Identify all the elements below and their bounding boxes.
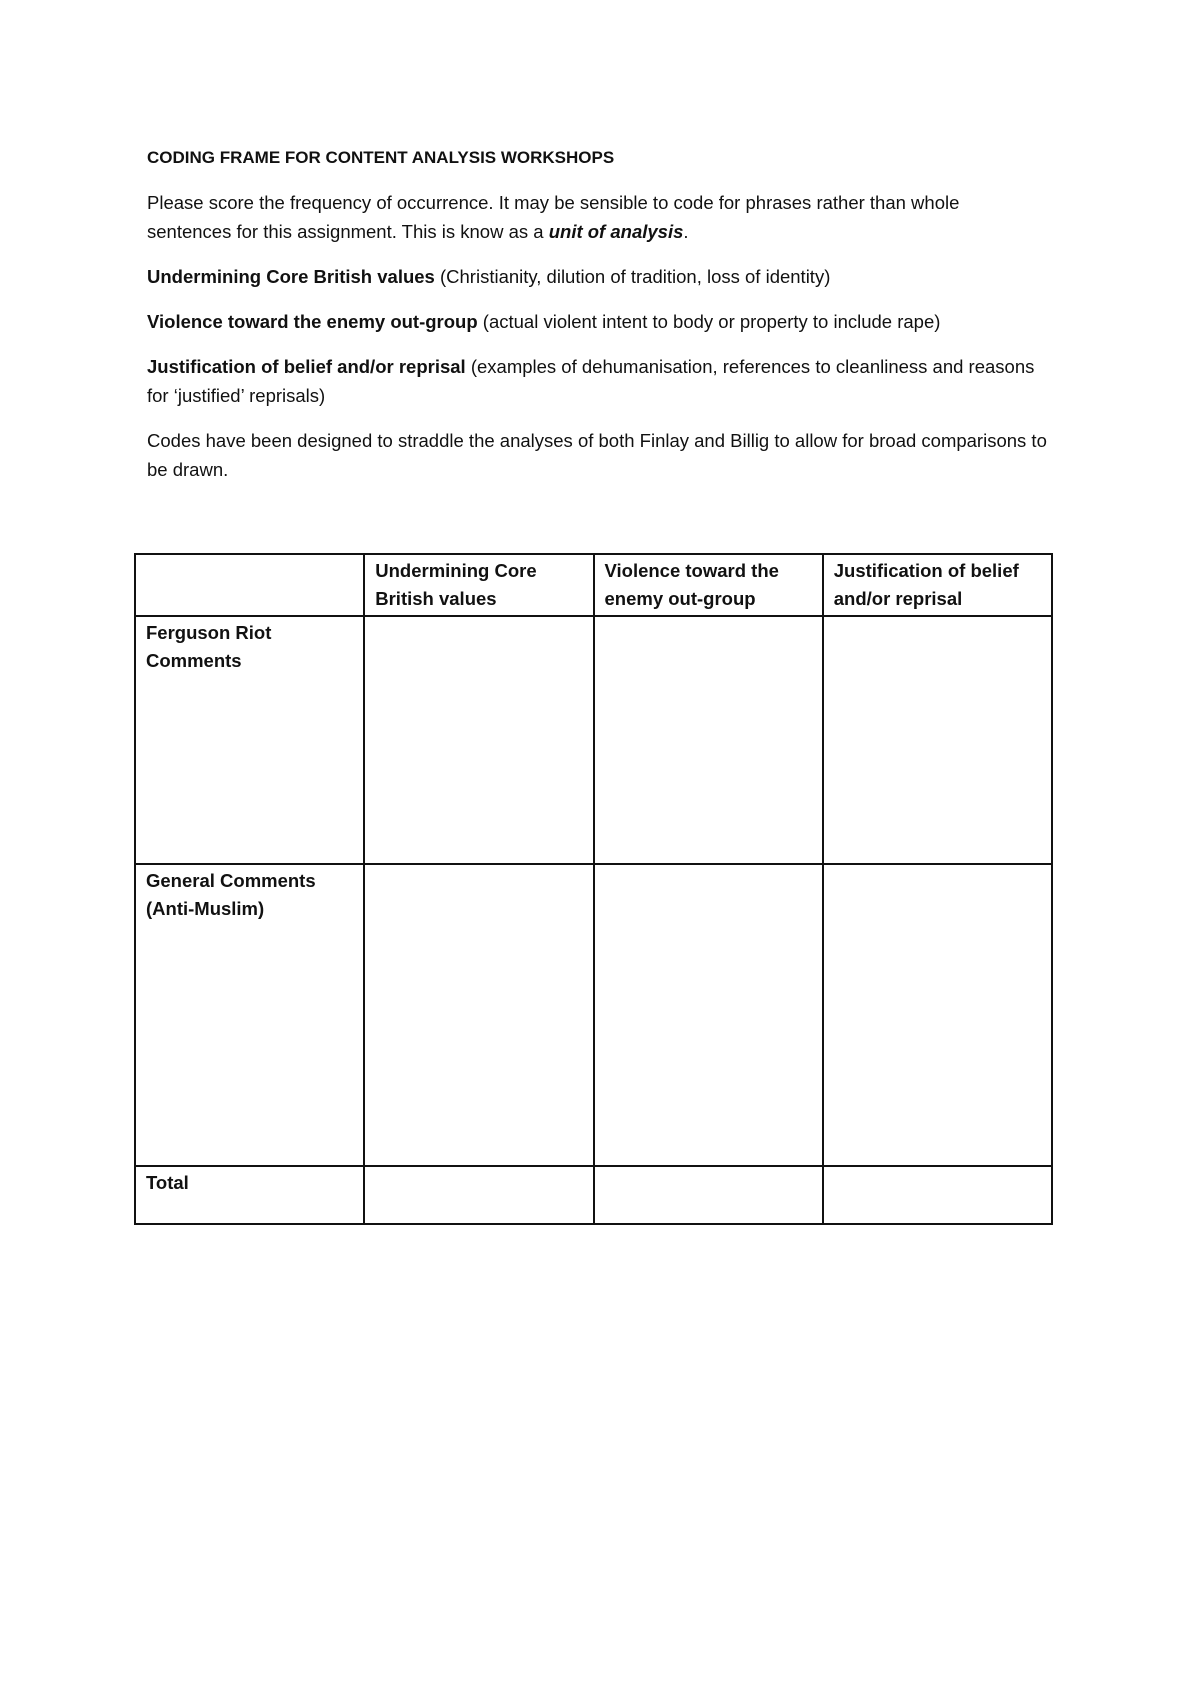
code-justification xyxy=(147,352,1047,410)
header-cell-violence: Violence toward the enemy out-group xyxy=(594,554,823,616)
table-row xyxy=(135,1166,1052,1224)
table-row xyxy=(135,616,1052,864)
row-label-general: General Comments (Anti-Muslim) xyxy=(135,864,364,1166)
table-header-row xyxy=(135,554,1052,616)
table-row xyxy=(135,864,1052,1166)
score-cell[interactable] xyxy=(364,864,593,1166)
score-cell[interactable] xyxy=(594,616,823,864)
score-cell[interactable] xyxy=(594,864,823,1166)
row-label-total: Total xyxy=(135,1166,364,1224)
intro-end: . xyxy=(683,221,689,242)
intro-text: Please score the frequency of occurrence. It may be sensible to code for phrases rather than whole sentences for this assignment. This is know as a xyxy=(147,192,960,242)
code-label: Violence toward the enemy out-group xyxy=(147,311,478,332)
header-cell-undermining: Undermining Core British values xyxy=(364,554,593,616)
code-description: (Christianity, dilution of tradition, loss of identity) xyxy=(434,266,831,287)
score-cell[interactable] xyxy=(823,864,1052,1166)
code-label: Justification of belief and/or reprisal xyxy=(147,356,466,377)
score-cell[interactable] xyxy=(823,1166,1052,1224)
row-label-ferguson: Ferguson Riot Comments xyxy=(135,616,364,864)
coding-table xyxy=(134,553,1053,1225)
header-cell-empty xyxy=(135,554,364,616)
code-violence xyxy=(147,307,1047,336)
code-label: Undermining Core British values xyxy=(147,266,435,287)
intro-paragraph xyxy=(147,188,1047,246)
code-description: (actual violent intent to body or property to include rape) xyxy=(477,311,941,332)
code-undermining xyxy=(147,262,1047,291)
score-cell[interactable] xyxy=(364,1166,593,1224)
intro-emphasis: unit of analysis xyxy=(548,221,684,242)
score-cell[interactable] xyxy=(823,616,1052,864)
code-description: (examples of dehumanisation, references to cleanliness and reasons for ‘justified’ reprisals) xyxy=(147,356,1035,406)
score-cell[interactable] xyxy=(594,1166,823,1224)
document-body xyxy=(147,146,1047,500)
score-cell[interactable] xyxy=(364,616,593,864)
header-cell-justification: Justification of belief and/or reprisal xyxy=(823,554,1052,616)
closing-paragraph: Codes have been designed to straddle the analyses of both Finlay and Billig to allow for broad comparisons to be drawn. xyxy=(147,430,1047,480)
document-title: CODING FRAME FOR CONTENT ANALYSIS WORKSHOPS xyxy=(147,148,615,167)
